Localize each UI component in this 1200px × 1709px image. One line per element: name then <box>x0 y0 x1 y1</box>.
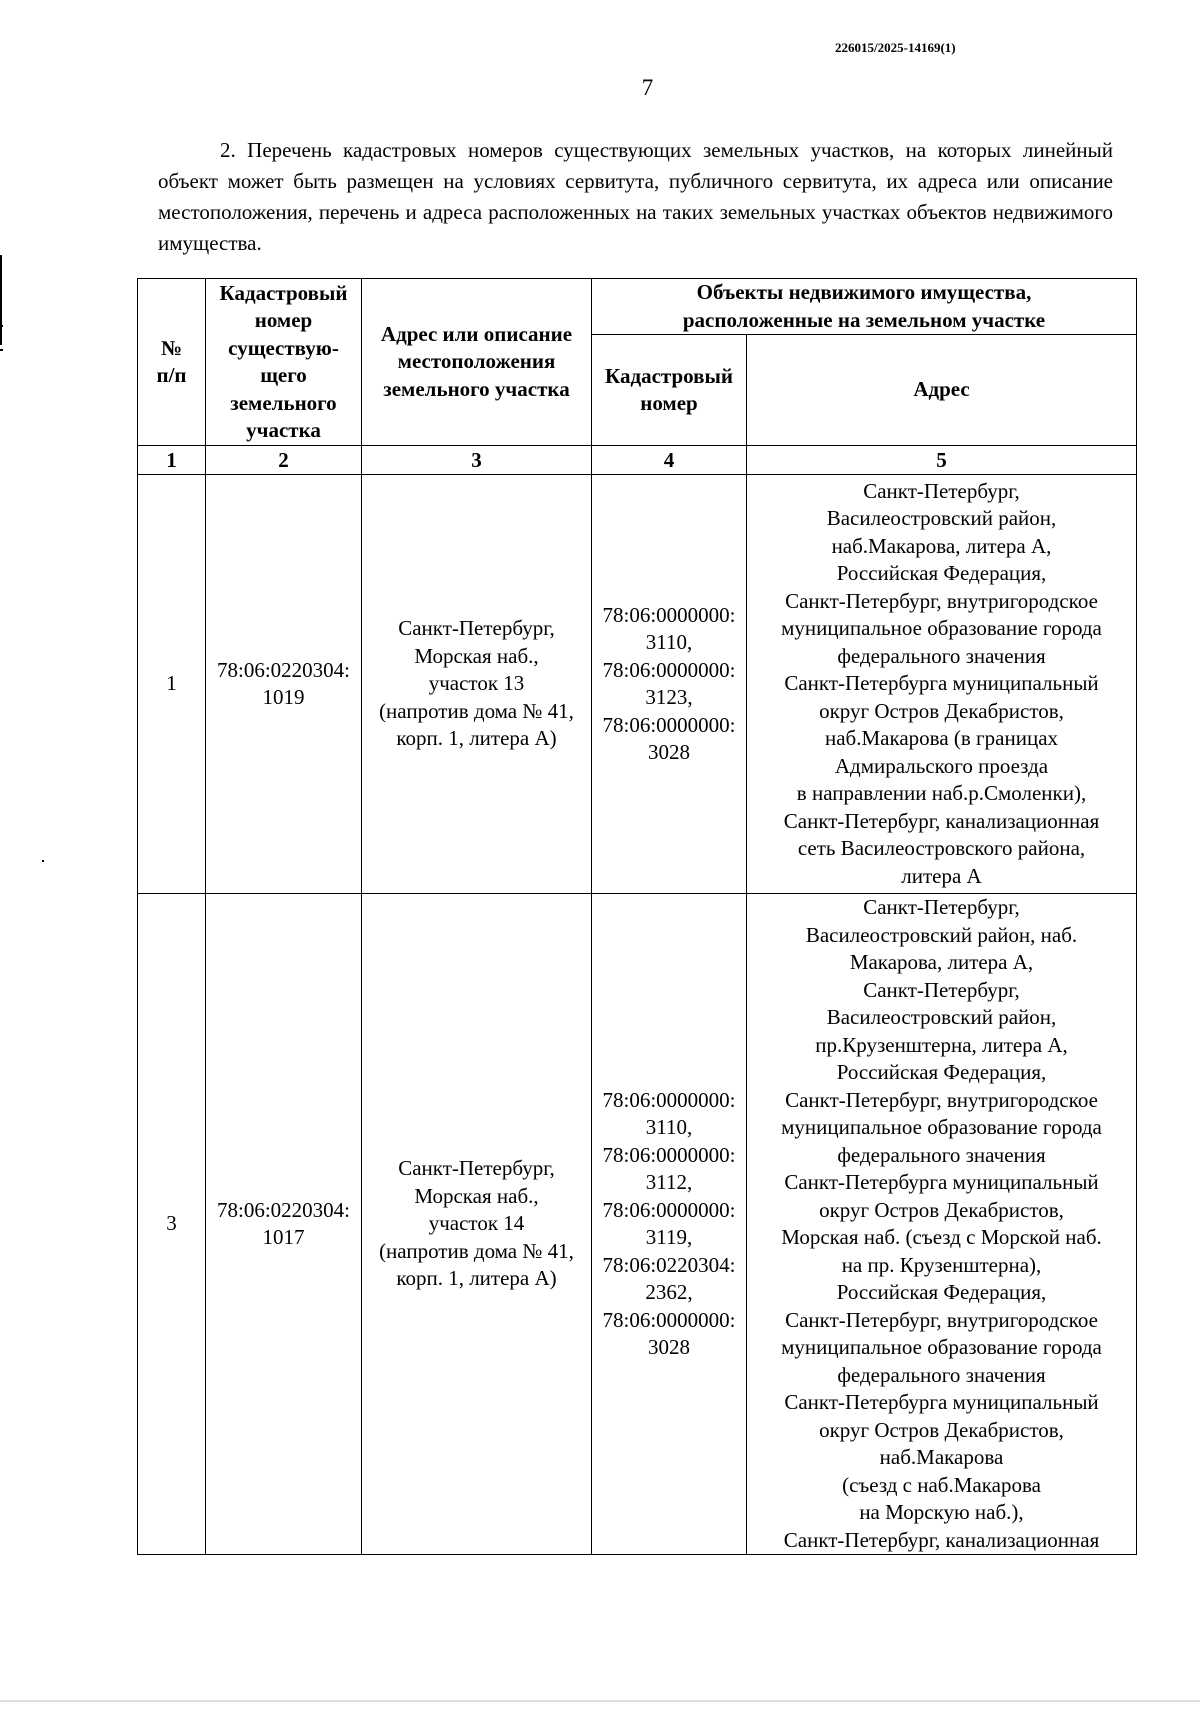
scan-edge-mark <box>0 325 3 327</box>
scan-edge-mark <box>0 1700 1200 1702</box>
cad-obj-cell: 78:06:0000000: 3110, 78:06:0000000: 3112, 78:06:0000000: 3119, 78:06:0220304: 2362, 78:06:0000000: 3028 <box>592 894 747 1555</box>
cad-land-cell: 78:06:0220304: 1019 <box>206 475 362 894</box>
column-number: 3 <box>362 446 592 475</box>
row-num: 3 <box>138 894 206 1555</box>
column-numbers-row <box>138 446 1137 475</box>
header-cad-obj: Кадастровый номер <box>592 335 747 446</box>
cad-land-cell: 78:06:0220304: 1017 <box>206 894 362 1555</box>
header-cad-land: Кадастровый номер существую- щего земельного участка <box>206 279 362 446</box>
column-number: 4 <box>592 446 747 475</box>
cad-obj-cell: 78:06:0000000: 3110, 78:06:0000000: 3123, 78:06:0000000: 3028 <box>592 475 747 894</box>
page-number: 7 <box>641 75 654 100</box>
header-num: № п/п <box>138 279 206 446</box>
table-row <box>138 894 1137 1555</box>
address-obj-cell: Санкт-Петербург, Василеостровский район, наб.Макарова, литера А, Российская Федерация, Санкт-Петербург, внутригородское муниципальное образование города федерального значения Санкт-Петербурга муниципальный округ Остров Декабристов, наб.Макарова (в границах Адмиральского проезда в направлении наб.р.Смоленки), Санкт-Петербург, канализационная сеть Василеостровского района, литера А <box>747 475 1137 894</box>
address-land-cell: Санкт-Петербург, Морская наб., участок 13 (напротив дома № 41, корп. 1, литера А) <box>362 475 592 894</box>
scan-edge-mark <box>42 860 44 862</box>
intro-text: 2. Перечень кадастровых номеров существующих земельных участков, на которых линейный объект может быть размещен на условиях сервитута, публичного сервитута, их адреса или описание местоположения, перечень и адреса расположенных на таких земельных участках объектов недвижимого имущества. <box>158 138 1113 255</box>
table-row <box>138 475 1137 894</box>
column-number: 5 <box>747 446 1137 475</box>
document-id: 226015/2025-14169(1) <box>835 40 956 55</box>
column-number: 2 <box>206 446 362 475</box>
header-address-obj: Адрес <box>747 335 1137 446</box>
column-number: 1 <box>138 446 206 475</box>
header-address-land: Адрес или описание местоположения земельного участка <box>362 279 592 446</box>
intro-paragraph <box>158 135 1113 259</box>
address-obj-cell: Санкт-Петербург, Василеостровский район, наб. Макарова, литера А, Санкт-Петербург, Василеостровский район, пр.Крузенштерна, литера А, Российская Федерация, Санкт-Петербург, внутригородское муниципальное образование города федерального значения Санкт-Петербурга муниципальный округ Остров Декабристов, Морская наб. (съезд с Морской наб. на пр. Крузенштерна), Российская Федерация, Санкт-Петербург, внутригородское муниципальное образование города федерального значения Санкт-Петербурга муниципальный округ Остров Декабристов, наб.Макарова (съезд с наб.Макарова на Морскую наб.), Санкт-Петербург, канализационная <box>747 894 1137 1555</box>
header-objects-group: Объекты недвижимого имущества, расположенные на земельном участке <box>592 279 1137 335</box>
scan-edge-mark <box>0 255 2 345</box>
scan-edge-mark <box>0 349 3 351</box>
address-land-cell: Санкт-Петербург, Морская наб., участок 14 (напротив дома № 41, корп. 1, литера А) <box>362 894 592 1555</box>
row-num: 1 <box>138 475 206 894</box>
land-plots-table <box>137 278 1137 1555</box>
table-header-row <box>138 279 1137 335</box>
